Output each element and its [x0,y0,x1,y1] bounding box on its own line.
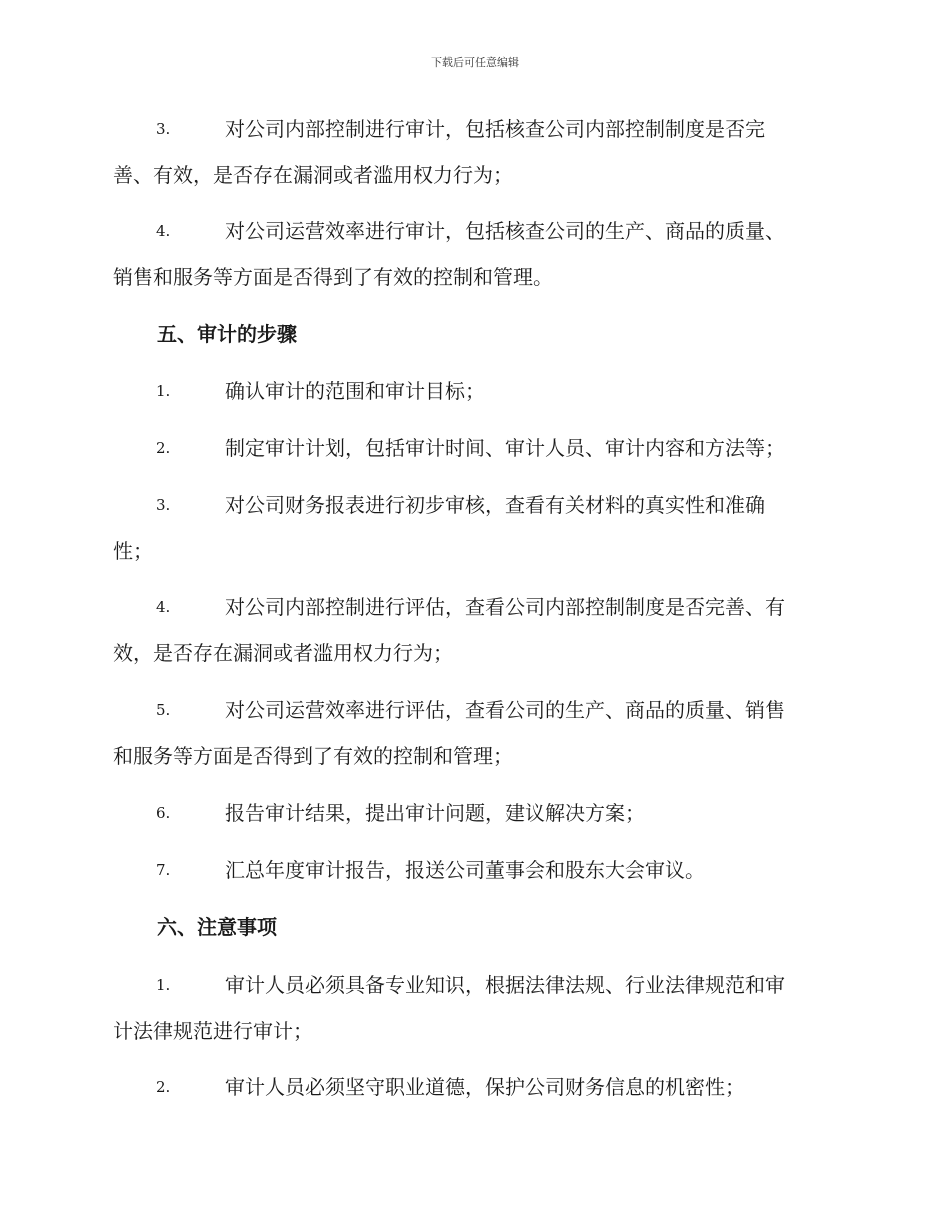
item-text-line2: 善、有效，是否存在漏洞或者滥用权力行为； [113,163,513,187]
item-number: 1. [156,382,171,400]
item-number: 3. [156,120,171,138]
item-text-line1: 报告审计结果，提出审计问题，建议解决方案； [225,801,645,825]
item-text-line1: 对公司内部控制进行评估，查看公司内部控制制度是否完善、有 [225,595,785,619]
item-number: 7. [156,861,171,879]
item-text-line2: 计法律规范进行审计； [113,1019,313,1043]
list-item [113,425,838,471]
list-item [113,106,838,198]
item-text-line2: 性； [113,539,153,563]
item-text-line1: 对公司内部控制进行审计，包括核查公司内部控制制度是否完 [225,117,765,141]
item-text-line2: 销售和服务等方面是否得到了有效的控制和管理。 [113,265,553,289]
list-item [113,208,838,300]
list-item [113,790,838,836]
item-text-line2: 和服务等方面是否得到了有效的控制和管理； [113,744,513,768]
list-item [113,847,838,893]
item-number: 3. [156,496,171,514]
list-item [113,368,838,414]
item-number: 2. [156,439,171,457]
item-text-line1: 对公司运营效率进行评估，查看公司的生产、商品的质量、销售 [225,698,785,722]
item-text-line1: 审计人员必须坚守职业道德，保护公司财务信息的机密性； [225,1075,745,1099]
list-item [113,584,838,676]
list-item [113,1064,838,1110]
item-text-line2: 效，是否存在漏洞或者滥用权力行为； [113,641,453,665]
list-item [113,962,838,1054]
item-number: 1. [156,976,171,994]
item-text-line1: 汇总年度审计报告，报送公司董事会和股东大会审议。 [225,858,705,882]
item-text-line1: 确认审计的范围和审计目标； [225,379,485,403]
item-number: 5. [156,701,171,719]
item-number: 2. [156,1078,171,1096]
item-number: 4. [156,598,171,616]
list-item [113,482,838,574]
item-text-line1: 审计人员必须具备专业知识，根据法律法规、行业法律规范和审 [225,973,785,997]
item-text-line1: 对公司财务报表进行初步审核，查看有关材料的真实性和准确 [225,493,765,517]
section-heading: 六、注意事项 [157,915,277,939]
page-header: 下载后可任意编辑 [431,56,519,69]
item-number: 6. [156,804,171,822]
item-number: 4. [156,222,171,240]
list-item [113,687,838,779]
item-text-line1: 制定审计计划，包括审计时间、审计人员、审计内容和方法等； [225,436,785,460]
section-heading: 五、审计的步骤 [157,322,297,346]
item-text-line1: 对公司运营效率进行审计，包括核查公司的生产、商品的质量、 [225,219,785,243]
